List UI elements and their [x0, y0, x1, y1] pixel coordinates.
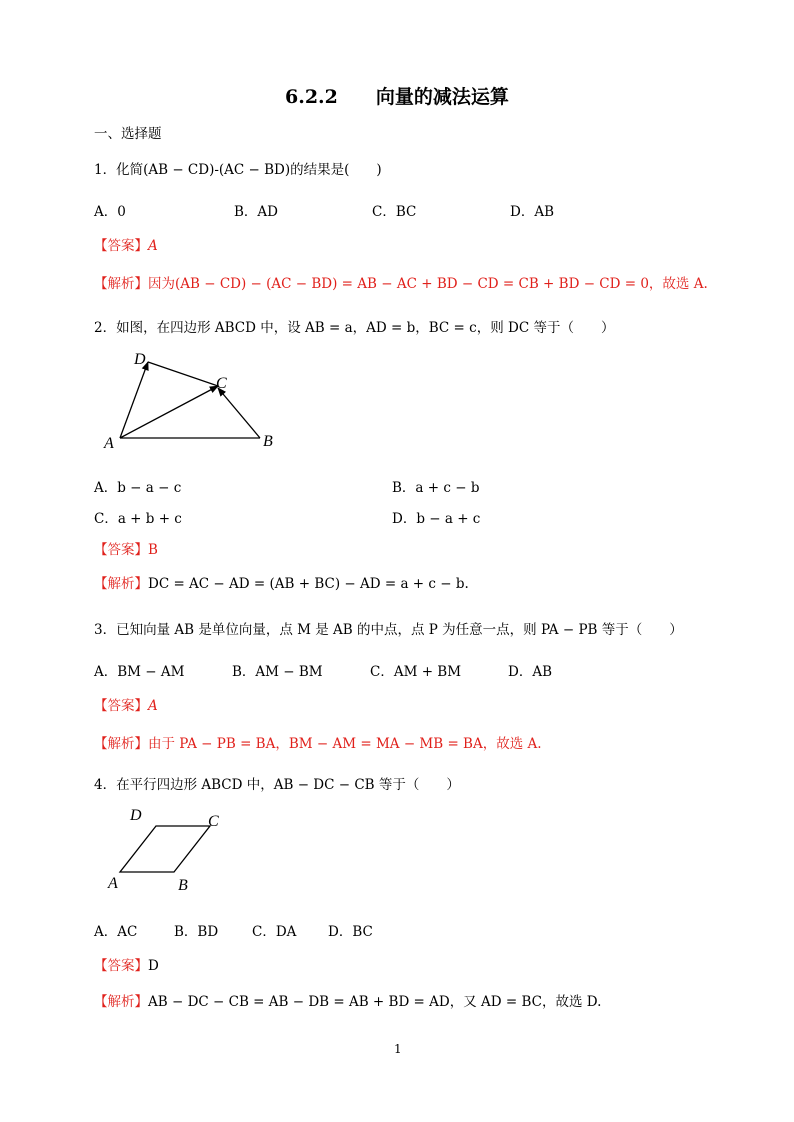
- question-1-option-a: A．0: [94, 204, 126, 220]
- question-4-option-d: D．BC: [328, 924, 373, 940]
- section-heading: 一、选择题: [94, 126, 162, 142]
- question-4-option-b: B．BD: [174, 924, 219, 940]
- vector-bc: [218, 388, 260, 438]
- vertex-label-d: D: [130, 807, 142, 824]
- question-1-answer: 【答案】A: [94, 238, 158, 254]
- question-1-option-b: B．AD: [234, 204, 278, 220]
- vector-ad: [120, 362, 148, 438]
- vertex-label-a: A: [108, 875, 118, 892]
- question-2-analysis: 【解析】DC = AC − AD = (AB + BC) − AD = a + c − b.: [94, 576, 469, 592]
- question-2-answer: 【答案】B: [94, 542, 158, 558]
- question-3-analysis: 【解析】由于 PA − PB = BA，BM − AM = MA − MB = BA，故选 A.: [94, 736, 542, 752]
- question-2-stem: 2．如图，在四边形 ABCD 中，设 AB = a，AD = b，BC = c，则 DC 等于（ ）: [94, 320, 615, 336]
- question-3-stem: 3．已知向量 AB 是单位向量，点 M 是 AB 的中点，点 P 为任意一点，则 PA − PB 等于（ ）: [94, 622, 683, 638]
- page-title: 6.2.2 向量的减法运算: [285, 86, 509, 108]
- vertex-label-b: B: [178, 877, 188, 892]
- page-number: 1: [394, 1042, 402, 1056]
- question-2-option-b: B．a + c − b: [392, 480, 480, 496]
- vertex-label-c: C: [208, 813, 219, 830]
- question-4-analysis: 【解析】AB − DC − CB = AB − DB = AB + BD = AD，又 AD = BC，故选 D.: [94, 994, 602, 1010]
- question-1-stem: 1．化简(AB − CD)-(AC − BD)的结果是( ): [94, 162, 382, 178]
- question-3-answer: 【答案】A: [94, 698, 158, 714]
- quadrilateral-figure: [100, 348, 290, 456]
- question-4-stem: 4．在平行四边形 ABCD 中，AB − DC − CB 等于（ ）: [94, 777, 460, 793]
- vertex-label-d: D: [134, 351, 146, 368]
- question-4-option-a: A．AC: [94, 924, 138, 940]
- question-1-option-d: D．AB: [510, 204, 554, 220]
- question-3-option-a: A．BM − AM: [94, 664, 185, 680]
- question-4-answer: 【答案】D: [94, 958, 159, 974]
- question-3-option-b: B．AM − BM: [232, 664, 323, 680]
- question-4-option-c: C．DA: [252, 924, 297, 940]
- parallelogram-figure: [104, 806, 234, 892]
- vertex-label-c: C: [216, 375, 227, 392]
- question-2-option-d: D．b − a + c: [392, 511, 481, 527]
- segment-dc: [148, 362, 218, 386]
- vertex-label-a: A: [104, 435, 114, 452]
- question-1-analysis: 【解析】因为(AB − CD) − (AC − BD) = AB − AC + BD − CD = CB + BD − CD = 0，故选 A.: [94, 276, 708, 292]
- vertex-label-b: B: [263, 433, 273, 450]
- question-3-option-c: C．AM + BM: [370, 664, 462, 680]
- question-2-option-c: C．a + b + c: [94, 511, 182, 527]
- question-2-option-a: A．b − a − c: [94, 480, 182, 496]
- parallelogram-abcd: [120, 826, 210, 872]
- question-3-option-d: D．AB: [508, 664, 552, 680]
- vector-ac: [120, 386, 218, 438]
- question-1-option-c: C．BC: [372, 204, 417, 220]
